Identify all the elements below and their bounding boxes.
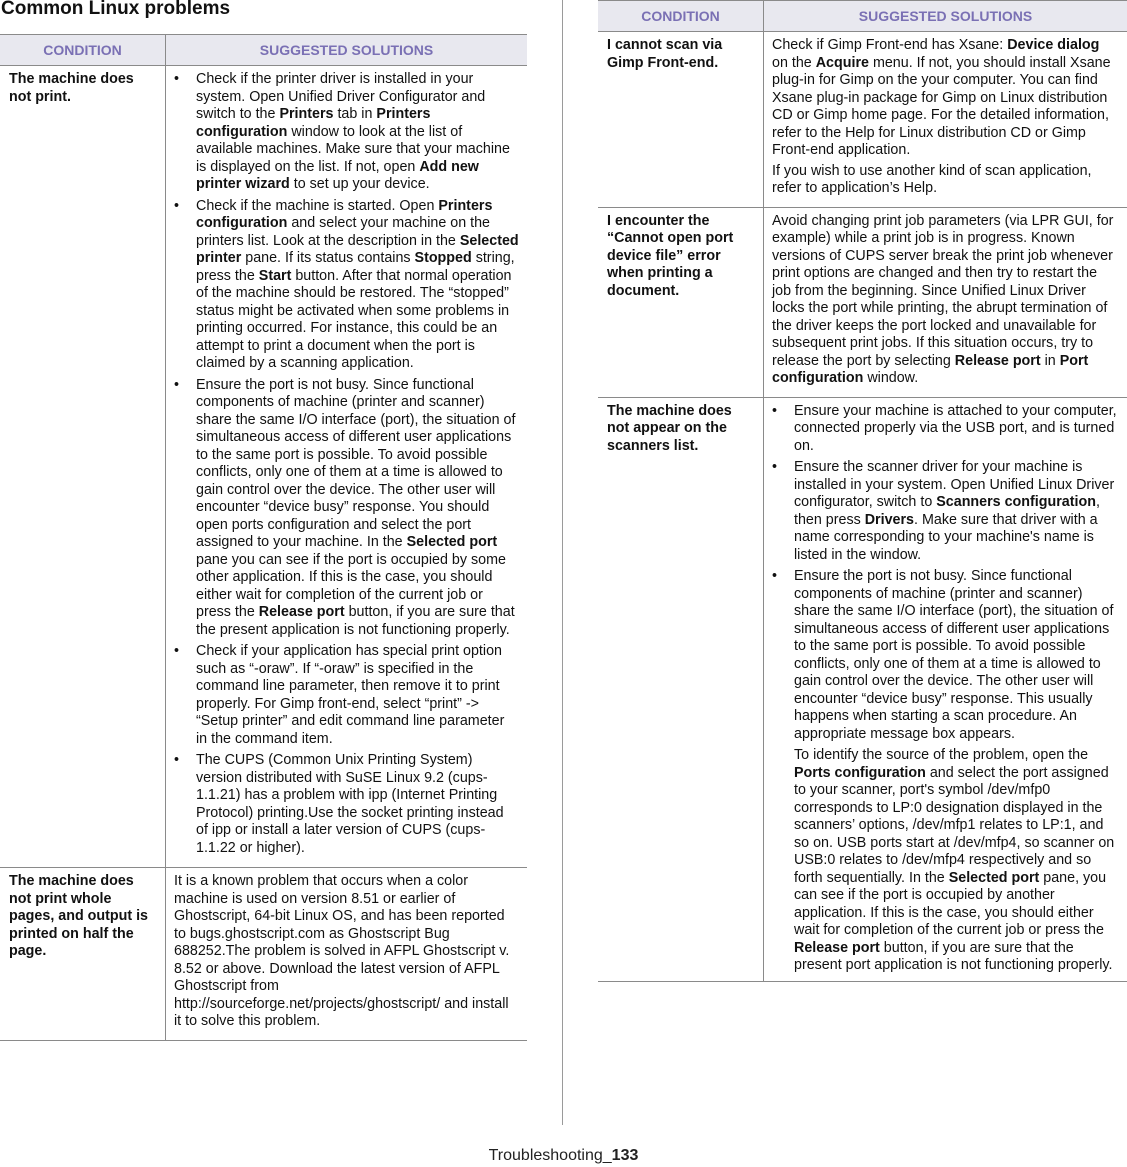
table-body [598, 32, 1127, 982]
right-column [598, 0, 1127, 982]
text-run: To identify the source of the problem, open the [794, 747, 1089, 763]
solution-subparagraph [794, 747, 1119, 975]
condition-header: CONDITION [0, 35, 166, 66]
footer-section: Troubleshooting_ [488, 1147, 612, 1164]
text-run: Ensure the scanner driver for your machine is installed in your system. Open Unified Linux Driver configurator, switch to [794, 459, 1115, 510]
page-number: 133 [611, 1147, 639, 1164]
text-run: button, if you are sure that the present port application is not functioning properly. [794, 939, 1113, 973]
ui-term: Drivers [864, 511, 915, 528]
text-run: window. [863, 370, 919, 386]
ui-term: Printers configuration [196, 106, 431, 140]
text-run: It is a known problem that occurs when a color machine is used on version 8.51 or earlier of Ghostscript, 64-bit Linux OS, and has been reported to bugs.ghostscript.com as Ghostscript Bug 688252.The problem is solved in AFPL Ghostscript v. 8.52 or above. Download the latest version of AFPL Ghostscript from http://sourceforge.net/projects/ghostscript/ and install it to solve this problem. [174, 873, 510, 1029]
solution-paragraph [772, 163, 1119, 198]
solution-item [174, 377, 519, 640]
solution-item [772, 459, 1119, 564]
text-run: Ensure the port is not busy. Since functional components of machine (printer and scanner) share the same I/O interface (port), the situation of simultaneous access of different user applications to the same port is possible. To avoid possible conflicts, only one of them at a time is allowed to gain control over the device. The other user will encounter “device busy” response. You should open ports configuration and select the port assigned to your machine. In the [196, 376, 516, 550]
text-run: Avoid changing print job parameters (via LPR GUI, for example) while a print job is in progress. Known versions of CUPS server break the print job whenever print options are changed and then try to restart the job from the beginning. Since Unified Linux Driver locks the port while printing, the abrupt termination of the driver keeps the port locked and unavailable for subsequent print jobs. If this situation occurs, try to release the port by selecting [772, 212, 1114, 369]
solution-item [174, 752, 519, 857]
solution-item [772, 403, 1119, 456]
text-run: button. After that normal operation of the machine should be restored. The “stopped” status might be activated when some problems in printing occurred. For instance, this could be an attempt to print a document when the port is claimed by a scanning application. [196, 267, 512, 371]
condition-header: CONDITION [598, 1, 764, 32]
text-run: to set up your device. [289, 176, 430, 192]
solution-cell [764, 32, 1127, 208]
condition-cell: The machine does not print whole pages, and output is printed on half the page. [0, 868, 166, 1041]
solution-item [174, 643, 519, 748]
table-row [598, 397, 1127, 981]
solution-cell [764, 207, 1127, 397]
linux-problems-table-right [598, 0, 1127, 982]
condition-cell: I cannot scan via Gimp Front-end. [598, 32, 764, 208]
text-run: Ensure your machine is attached to your computer, connected properly via the USB port, and is turned on. [794, 402, 1117, 454]
ui-term: Add new printer wizard [196, 158, 479, 192]
text-run: . Make sure that driver with a name corresponding to your machine's name is listed in the window. [794, 511, 1098, 563]
text-run: string, press the [196, 250, 515, 284]
ui-term: Release port [954, 352, 1041, 369]
ui-term: Printers [279, 106, 334, 122]
text-run: and select the port assigned to your scanner, port's symbol /dev/mfp0 corresponds to LP:0 designation displayed in the scanners’ options, /dev/mfp1 relates to LP:1, and so on. USB ports start at /dev/mfp4, so scanner on USB:0 relates to /dev/mfp4 respectively and so forth sequentially. In the [794, 764, 1115, 886]
text-run: Check if the machine is started. Open [196, 197, 439, 214]
solution-list [772, 403, 1119, 744]
solutions-header: SUGGESTED SOLUTIONS [764, 1, 1127, 32]
text-run: menu. If not, you should install Xsane plug-in for Gimp on the your computer. You can find Xsane plug-in package for Gimp on Linux distribution CD or Gimp home page. For the detailed information, refer to the Help for Linux distribution CD or Gimp Front-end application. [772, 54, 1111, 158]
text-run: pane you can see if the port is occupied by some other application. If this is the case, you should either wait for completion of the current job or press the [196, 551, 506, 620]
solution-cell [166, 868, 528, 1041]
text-run: button, if you are sure that the present application is not functioning properly. [196, 604, 515, 638]
text-run: If you wish to use another kind of scan application, refer to application’s Help. [772, 162, 1092, 196]
ui-term: Stopped [414, 250, 472, 266]
ui-term: Port configuration [772, 352, 1089, 386]
text-run: Check if the printer driver is installed in your system. Open Unified Driver Configurator and switch to the [196, 71, 486, 122]
ui-term: Printers configuration [196, 197, 493, 231]
table-row [0, 66, 527, 868]
text-run: on the [772, 54, 816, 71]
text-run: tab in [333, 106, 377, 122]
solution-paragraph [772, 213, 1119, 388]
text-run: Check if Gimp Front-end has Xsane: [772, 37, 1008, 53]
solution-paragraph [772, 37, 1119, 160]
ui-term: Selected port [406, 534, 498, 550]
text-run: , then press [794, 494, 1100, 528]
ui-term: Selected port [948, 869, 1040, 886]
ui-term: Scanners configuration [936, 494, 1096, 510]
page-footer [0, 1147, 1127, 1165]
ui-term: Ports configuration [794, 764, 926, 781]
text-run: window to look at the list of available machines. Make sure that your machine is displayed on the list. If not, open [196, 123, 510, 175]
solution-list [174, 71, 519, 857]
solution-item [174, 71, 519, 194]
column-divider [562, 0, 563, 1125]
text-run: pane, you can see if the port is occupied by another application. If this is the case, you should either wait for completion of the current job or press the [794, 869, 1107, 938]
solutions-header: SUGGESTED SOLUTIONS [166, 35, 528, 66]
condition-cell: The machine does not appear on the scanners list. [598, 397, 764, 981]
solution-item [772, 568, 1119, 743]
table-header-row [0, 35, 527, 66]
condition-cell: I encounter the “Cannot open port device file” error when printing a document. [598, 207, 764, 397]
text-run: pane. If its status contains [241, 250, 415, 266]
page-title: Common Linux problems [1, 0, 231, 19]
table-body [0, 66, 527, 1041]
solution-paragraph [174, 873, 519, 1031]
solution-item [174, 198, 519, 373]
text-run: and select your machine on the printers list. Look at the description in the [196, 215, 491, 249]
table-header-row [598, 1, 1127, 32]
table-row [598, 32, 1127, 208]
table-row [0, 868, 527, 1041]
text-run: Ensure the port is not busy. Since functional components of machine (printer and scanner) share the same I/O interface (port), the situation of simultaneous access of different user applications to the same port is possible. To avoid possible conflicts, only one of them at a time is allowed to gain control over the device. The other user will encounter “device busy” response. This usually happens when starting a scan procedure. An appropriate message box appears. [794, 568, 1114, 742]
left-column [0, 34, 527, 1041]
ui-term: Selected printer [196, 232, 519, 266]
ui-term: Release port [258, 604, 345, 620]
ui-term: Acquire [815, 54, 869, 71]
ui-term: Release port [794, 939, 880, 956]
condition-cell: The machine does not print. [0, 66, 166, 868]
solution-cell [764, 397, 1127, 981]
solution-cell [166, 66, 528, 868]
text-run: in [1040, 352, 1060, 369]
text-run: The CUPS (Common Unix Printing System) version distributed with SuSE Linux 9.2 (cups-1.1.21) has a problem with ipp (Internet Printing Protocol) printing.Use the socket printing instead of ipp or install a later version of CUPS (cups-1.1.22 or higher). [196, 752, 504, 856]
ui-term: Device dialog [1007, 37, 1100, 53]
text-run: Check if your application has special print option such as “-oraw”. If “-oraw” is specified in the command line parameter, then remove it to print properly. For Gimp front-end, select “print” -> “Setup printer” and edit command line parameter in the command item. [196, 643, 505, 747]
linux-problems-table-left [0, 34, 527, 1041]
table-row [598, 207, 1127, 397]
ui-term: Start [258, 267, 292, 284]
